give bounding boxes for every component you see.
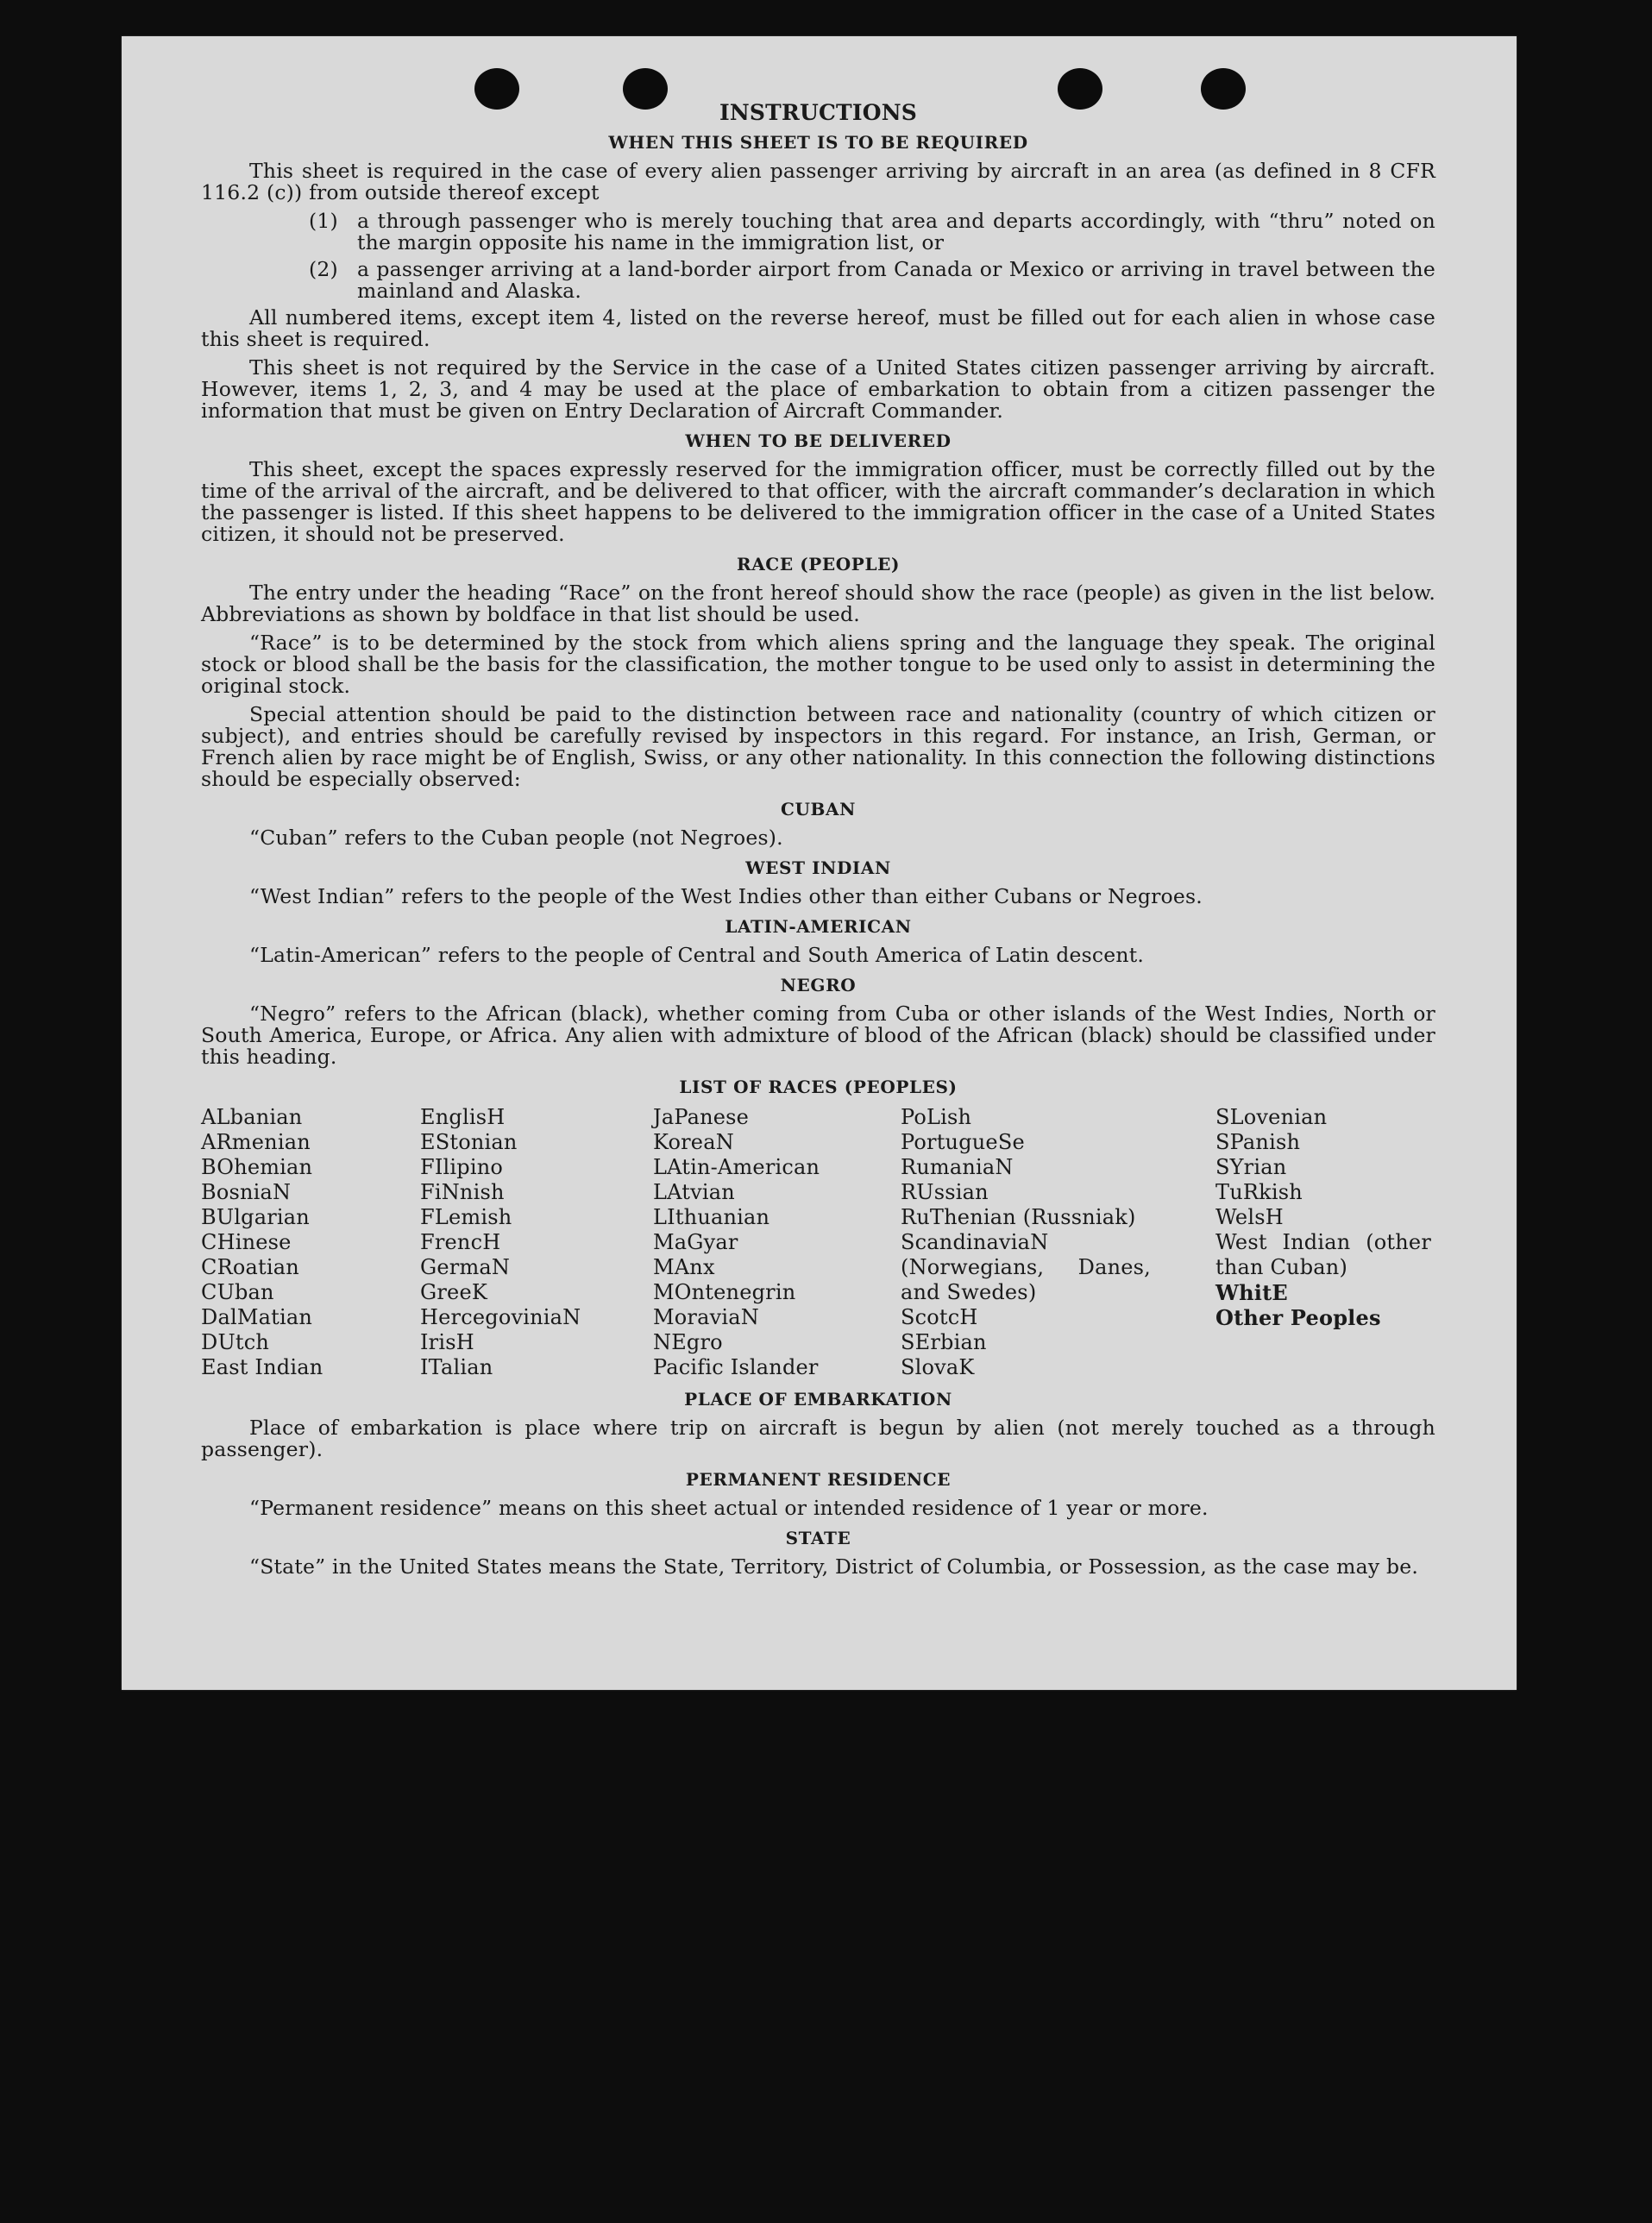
race-entry: SlovaK: [901, 1355, 975, 1379]
race-entry: DalMatian: [201, 1305, 312, 1329]
race-entry: FiNnish: [420, 1180, 505, 1204]
embarkation-text: Place of embarkation is place where trip on aircraft is begun by alien (not merely touched as a through passenger).: [201, 1416, 1435, 1461]
document-title: INSTRUCTIONS: [719, 100, 918, 125]
negro-text: “Negro” refers to the African (black), whether coming from Cuba or other islands of the West Indies, North or South America, Europe, or Africa. Any alien with admixture of blood of the African (black) should be classified under this heading.: [201, 1002, 1435, 1069]
race-entry: RUssian: [901, 1180, 989, 1204]
delivered-text: This sheet, except the spaces expressly reserved for the immigration officer, must be correctly filled out by the time of the arrival of the aircraft, and be delivered to that officer, with the aircraft commander’s declaration in which the passenger is listed. If this sheet happens to be delivered to the immigration officer in the case of a United States citizen, it should not be preserved.: [201, 457, 1435, 546]
required-intro: This sheet is required in the case of every alien passenger arriving by aircraft in an area (as defined in 8 CFR 116.2 (c)) from outside thereof except: [201, 159, 1435, 204]
item-text: a passenger arriving at a land-border airport from Canada or Mexico or arriving in travel between the mainland and Alaska.: [357, 257, 1435, 303]
race-entry: WhitE: [1215, 1280, 1288, 1305]
race-entry: FrencH: [420, 1230, 501, 1254]
race-entry: SPanish: [1215, 1130, 1301, 1154]
section-heading-residence: PERMANENT RESIDENCE: [685, 1469, 952, 1490]
race-entry: East Indian: [201, 1355, 323, 1379]
race-entry: RuThenian (Russniak): [901, 1205, 1136, 1229]
race-entry: GermaN: [420, 1255, 511, 1279]
race-entry: MOntenegrin: [653, 1280, 796, 1304]
item-text: a through passenger who is merely touching that area and departs accordingly, with “thru” noted on the margin opposite his name in the immigration list, or: [357, 209, 1435, 254]
race-entry: KoreaN: [653, 1130, 734, 1154]
race-entry: MoraviaN: [653, 1305, 759, 1329]
section-heading-delivered: WHEN TO BE DELIVERED: [685, 430, 952, 451]
race-entry: MAnx: [653, 1255, 715, 1279]
race-entry: LIthuanian: [653, 1205, 770, 1229]
document-sheet: [122, 36, 1517, 1690]
races-column-3: [653, 1105, 901, 1380]
state-text: “State” in the United States means the State, Territory, District of Columbia, or Possession, as the case may be.: [249, 1554, 1419, 1579]
race-entry: NEgro: [653, 1330, 723, 1354]
race-entry: LAtvian: [653, 1180, 735, 1204]
document-body: [201, 102, 1435, 1585]
latin-american-text: “Latin-American” refers to the people of Central and South America of Latin descent.: [249, 943, 1145, 967]
race-entry: PoLish: [901, 1105, 972, 1129]
section-heading-latin-american: LATIN-AMERICAN: [725, 916, 912, 937]
section-heading-embarkation: PLACE OF EMBARKATION: [684, 1389, 952, 1410]
race-para-3: Special attention should be paid to the distinction between race and nationality (country of which citizen or subject), and entries should be carefully revised by inspectors in this regard. For instance, an Irish, German, or French alien by race might be of English, Swiss, or any other nationality. In this connection the following distinctions should be especially observed:: [201, 702, 1435, 791]
exception-item-2: [201, 259, 1435, 302]
race-entry: MaGyar: [653, 1230, 738, 1254]
race-entry: FLemish: [420, 1205, 512, 1229]
section-heading-negro: NEGRO: [780, 975, 857, 995]
race-para-2: “Race” is to be determined by the stock from which aliens spring and the language they speak. The original stock or blood shall be the basis for the classification, the mother tongue to be used only to assist in determining the original stock.: [201, 631, 1435, 698]
section-heading-state: STATE: [785, 1528, 851, 1548]
race-entry: FIlipino: [420, 1155, 504, 1179]
race-entry: West Indian (other than Cuban): [1215, 1230, 1431, 1279]
race-entry: EnglisH: [420, 1105, 506, 1129]
race-entry: BOhemian: [201, 1155, 313, 1179]
item-number: (2): [309, 257, 338, 281]
race-entry: SYrian: [1215, 1155, 1287, 1179]
race-entry: Pacific Islander: [653, 1355, 819, 1379]
race-entry: WelsH: [1215, 1205, 1284, 1229]
section-heading-required: WHEN THIS SHEET IS TO BE REQUIRED: [608, 132, 1028, 153]
section-heading-race: RACE (PEOPLE): [736, 554, 901, 575]
race-entry: SErbian: [901, 1330, 987, 1354]
race-entry: EStonian: [420, 1130, 518, 1154]
race-entry: IrisH: [420, 1330, 474, 1354]
required-para-2: All numbered items, except item 4, listed on the reverse hereof, must be filled out for each alien in whose case this sheet is required.: [201, 305, 1435, 351]
race-entry: CHinese: [201, 1230, 292, 1254]
race-entry: ARmenian: [201, 1130, 311, 1154]
west-indian-text: “West Indian” refers to the people of the West Indies other than either Cubans or Negroes.: [249, 884, 1203, 908]
race-entry: HercegoviniaN: [420, 1305, 581, 1329]
section-heading-races-list: LIST OF RACES (PEOPLES): [679, 1077, 958, 1097]
section-heading-west-indian: WEST INDIAN: [745, 857, 891, 878]
cuban-text: “Cuban” refers to the Cuban people (not Negroes).: [249, 826, 783, 850]
race-entry: DUtch: [201, 1330, 270, 1354]
race-entry: BosniaN: [201, 1180, 292, 1204]
race-para-1: The entry under the heading “Race” on the front hereof should show the race (people) as given in the list below. Abbreviations as shown by boldface in that list should be used.: [201, 581, 1435, 626]
races-column-1: [201, 1105, 420, 1380]
races-column-5: [1215, 1105, 1435, 1380]
required-para-3: This sheet is not required by the Service in the case of a United States citizen passenger arriving by aircraft. However, items 1, 2, 3, and 4 may be used at the place of embarkation to obtain from a citizen passenger the information that must be given on Entry Declaration of Aircraft Commander.: [201, 355, 1435, 423]
race-entry: BUlgarian: [201, 1205, 310, 1229]
section-heading-cuban: CUBAN: [780, 799, 857, 819]
race-entry: CRoatian: [201, 1255, 299, 1279]
race-entry: RumaniaN: [901, 1155, 1014, 1179]
races-column-2: [420, 1105, 653, 1380]
exception-item-1: [201, 210, 1435, 254]
race-entry: ALbanian: [201, 1105, 303, 1129]
races-list: [201, 1105, 1435, 1380]
race-entry: GreeK: [420, 1280, 487, 1304]
race-entry: ITalian: [420, 1355, 493, 1379]
race-entry: ScotcH: [901, 1305, 978, 1329]
race-entry: LAtin-American: [653, 1155, 820, 1179]
race-entry: ScandinaviaN (Norwegians, Danes, and Swedes): [901, 1230, 1151, 1304]
race-entry: JaPanese: [653, 1105, 750, 1129]
race-entry: Other Peoples: [1215, 1305, 1381, 1330]
race-entry: TuRkish: [1215, 1180, 1303, 1204]
races-column-4: [901, 1105, 1215, 1380]
item-number: (1): [309, 209, 338, 233]
residence-text: “Permanent residence” means on this sheet actual or intended residence of 1 year or more.: [249, 1496, 1209, 1520]
race-entry: CUban: [201, 1280, 274, 1304]
race-entry: PortugueSe: [901, 1130, 1025, 1154]
race-entry: SLovenian: [1215, 1105, 1328, 1129]
